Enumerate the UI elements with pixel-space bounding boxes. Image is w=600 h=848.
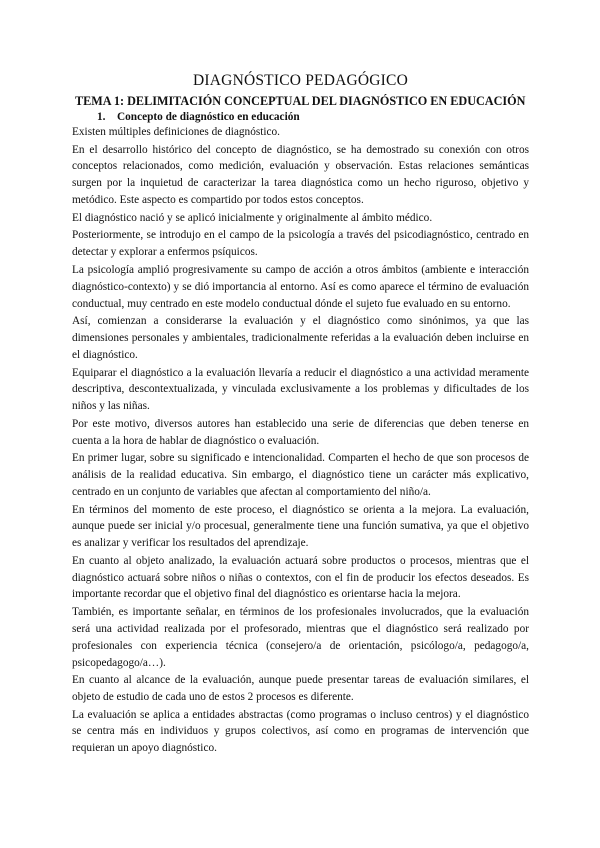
paragraph: En términos del momento de este proceso, el diagnóstico se orienta a la mejora. La evaluación, aunque puede ser inicial y/o procesual, generalmente tiene una función sumativa, ya que el objetivo es analizar y verificar los resultados del aprendizaje. [72,503,529,550]
topic-heading: TEMA 1: DELIMITACIÓN CONCEPTUAL DEL DIAGNÓSTICO EN EDUCACIÓN [75,94,526,108]
paragraph: La psicología amplió progresivamente su campo de acción a otros ámbitos (ambiente e interacción diagnóstico-contexto) y se dió importancia al entorno. Así es como aparece el término de evaluación conductual, muy centrado en este modelo conductual dónde el sujeto fue evaluado en su entorno. [72,263,529,310]
paragraph: También, es importante señalar, en términos de los profesionales involucrados, que la evaluación será una actividad realizada por el profesorado, mientras que el diagnóstico será realizado por profesionales con experiencia técnica (consejero/a de orientación, psicólogo/a, pedagogo/a, psicopedagogo/a…). [72,606,529,669]
section-title: Concepto de diagnóstico en educación [117,111,300,123]
paragraph: Así, comienzan a considerarse la evaluación y el diagnóstico como sinónimos, ya que las dimensiones personales y ambientales, tradicionalmente referidas a la evaluación deben incluirse en el diagnóstico. [72,315,529,361]
paragraph: En primer lugar, sobre su significado e intencionalidad. Comparten el hecho de que son procesos de análisis de la realidad educativa. Sin embargo, el diagnóstico tiene un carácter más explicativo, centrado en un conjunto de variables que afectan al comportamiento del niño/a. [72,452,529,498]
page-title: DIAGNÓSTICO PEDAGÓGICO [193,72,408,89]
paragraph: En cuanto al alcance de la evaluación, aunque puede presentar tareas de evaluación similares, el objeto de estudio de cada uno de estos 2 procesos es diferente. [72,674,529,703]
paragraph: El diagnóstico nació y se aplicó inicialmente y originalmente al ámbito médico. [72,211,433,224]
paragraph: Equiparar el diagnóstico a la evaluación llevaría a reducir el diagnóstico a una actividad meramente descriptiva, descontextualizada, y vinculada exclusivamente a los problemas y dificultades de los niños y las niñas. [72,366,529,413]
section-number: 1. [97,111,106,123]
body-text [72,124,529,757]
paragraph: La evaluación se aplica a entidades abstractas (como programas o incluso centros) y el diagnóstico se centra más en individuos y grupos colectivos, así como en programas de intervención que requieran un apoyo diagnóstico. [72,708,529,755]
section-heading [97,111,529,123]
paragraph: Por este motivo, diversos autores han establecido una serie de diferencias que deben tenerse en cuenta a la hora de hablar de diagnóstico o evaluación. [72,417,529,447]
paragraph: En cuanto al objeto analizado, la evaluación actuará sobre productos o procesos, mientras que el diagnóstico actuará sobre niños o niñas o contextos, con el fin de producir los efectos deseados. Es importante recordar que el objetivo final del diagnóstico es orientarse hacia la mejora. [72,554,529,601]
paragraph: En el desarrollo histórico del concepto de diagnóstico, se ha demostrado su conexión con otros conceptos relacionados, como medición, evaluación y observación. Estas relaciones semánticas surgen por la inquietud de caracterizar la tarea diagnóstica como un hecho riguroso, objetivo y metódico. Este aspecto es compartido por todos estos conceptos. [72,143,529,207]
paragraph: Existen múltiples definiciones de diagnóstico. [72,126,281,138]
paragraph: Posteriormente, se introdujo en el campo de la psicología a través del psicodiagnóstico, centrado en detectar y explorar a enfermos psíquicos. [72,229,529,259]
